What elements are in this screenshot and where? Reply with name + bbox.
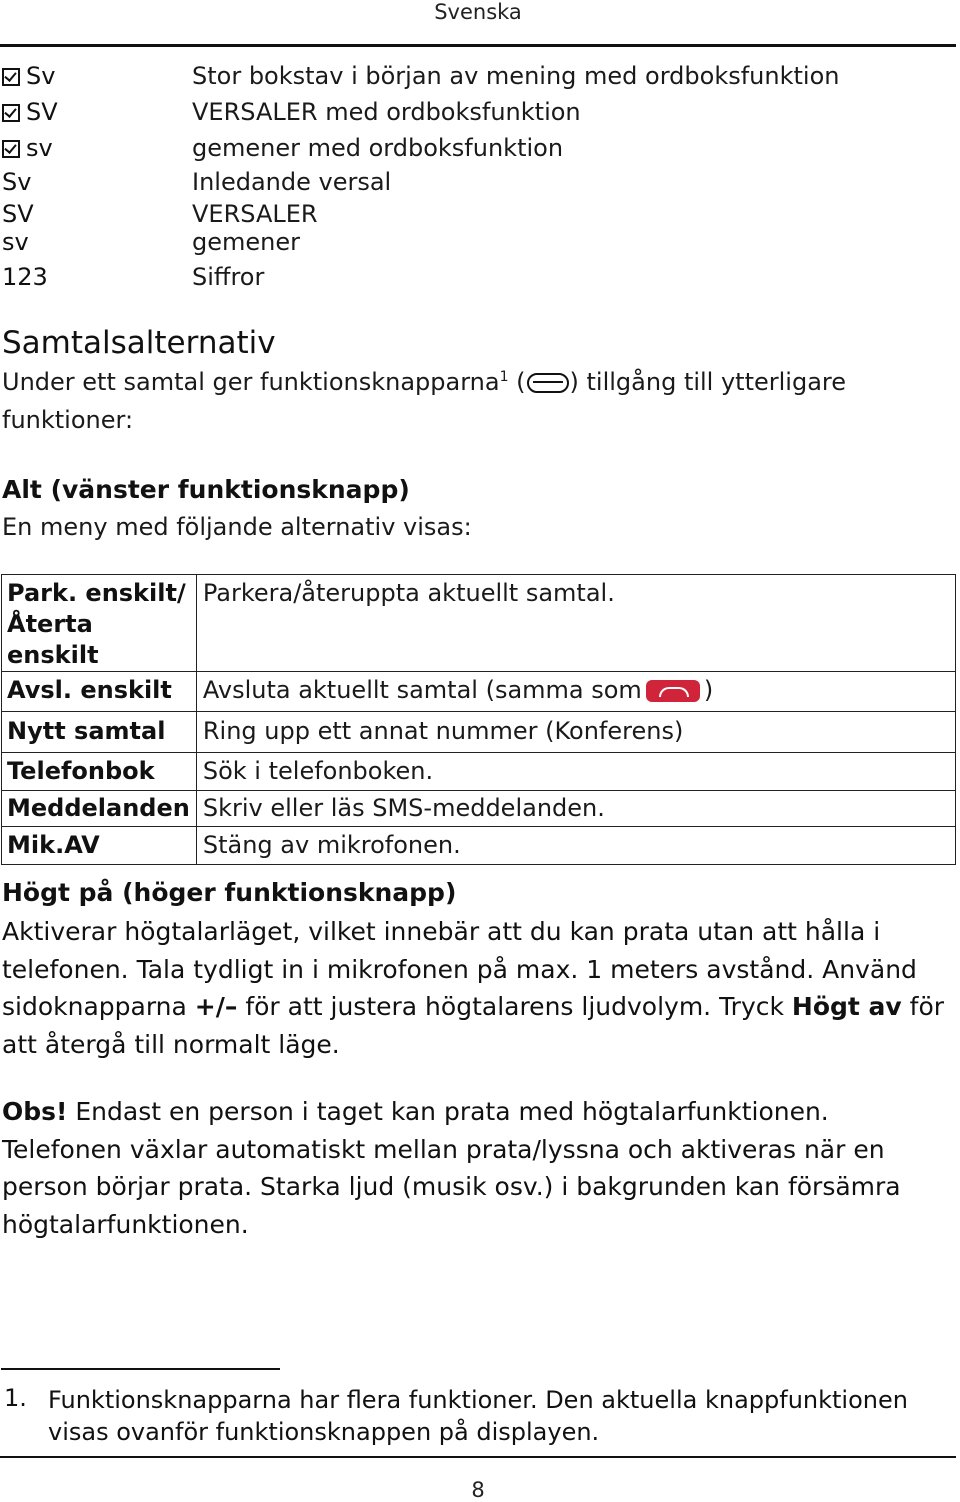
footnote-number: 1. [4, 1384, 27, 1412]
text-mode-code: 123 [2, 263, 48, 291]
text-mode-desc: Inledande versal [192, 168, 392, 196]
footnote-rule [1, 1368, 280, 1370]
text-mode-code: Sv [2, 168, 32, 196]
option-value: Skriv eller läs SMS-meddelanden. [196, 791, 955, 827]
page-header: Svenska [434, 0, 522, 24]
option-value: Ring upp ett annat nummer (Konferens) [196, 712, 955, 753]
body-text: Aktiverar högtalarläget, vilket innebär att du kan prata utan att hålla i telefonen. Tala tydligt in i mikrofonen på max. 1 meters avstånd. Använd sidoknapparna [2, 917, 917, 1021]
text-mode-desc: Siffror [192, 263, 265, 291]
page-number: 8 [471, 1478, 485, 1502]
right-softkey-body [2, 913, 954, 1063]
checkbox-icon [2, 68, 20, 86]
note-text: Endast en person i taget kan prata med högtalarfunktionen. Telefonen växlar automatiskt mellan prata/lyssna och aktiveras när en person börjar prata. Starka ljud (musik osv.) i bakgrunden kan försämra högtalarfunktionen. [2, 1097, 901, 1239]
text-mode-code: Sv [26, 62, 56, 90]
section-intro-line2: funktioner: [2, 406, 134, 434]
text-mode-code: sv [2, 228, 29, 256]
option-value: Stäng av mikrofonen. [196, 827, 955, 865]
section-intro: Under ett samtal ger funktionsknapparna$^1$ ( ) tillgång till ytterligare [2, 368, 847, 396]
footnote-ref: 1 [499, 369, 509, 385]
body-text: för att återgå till normalt läge. [2, 992, 945, 1059]
checkbox-icon [2, 104, 20, 122]
softkey-icon [527, 373, 569, 393]
left-softkey-intro: En meny med följande alternativ visas: [2, 513, 472, 541]
option-key: Park. enskilt/ Återta enskilt [2, 575, 197, 672]
option-key: Nytt samtal [2, 712, 197, 753]
option-key: Mik.AV [2, 827, 197, 865]
header-rule [0, 44, 956, 47]
section-title: Samtalsalternativ [2, 325, 276, 361]
option-key: Meddelanden [2, 791, 197, 827]
note-label: Obs! [2, 1097, 68, 1126]
option-value-after: ) [703, 676, 714, 704]
text-mode-desc: VERSALER [192, 200, 318, 228]
options-table [1, 574, 956, 865]
text-mode-desc: gemener med ordboksfunktion [192, 134, 564, 162]
table-row [2, 712, 956, 753]
table-row [2, 827, 956, 865]
option-key: Avsl. enskilt [2, 672, 197, 712]
option-value: Avsluta aktuellt samtal (samma som [202, 676, 642, 704]
footnote-text: Funktionsknapparna har flera funktioner. Den aktuella knappfunktionen visas ovanför funktionsknappen på displayen. [48, 1386, 908, 1446]
table-row [2, 672, 956, 712]
body-text: för att justera högtalarens ljudvolym. Tryck [237, 992, 792, 1021]
volume-keys: +/– [194, 992, 238, 1021]
checkbox-icon [2, 140, 20, 158]
table-row [2, 791, 956, 827]
note-paragraph [2, 1093, 954, 1243]
text-mode-desc: Stor bokstav i början av mening med ordboksfunktion [192, 62, 840, 90]
option-value: Sök i telefonboken. [196, 753, 955, 791]
option-key: Telefonbok [2, 753, 197, 791]
end-call-icon [646, 680, 700, 702]
text-mode-desc: VERSALER med ordboksfunktion [192, 98, 581, 126]
option-value-cell [196, 672, 955, 712]
footer-rule [0, 1456, 956, 1458]
section-intro-after: ) tillgång till ytterligare [569, 368, 847, 396]
table-row [2, 753, 956, 791]
loud-off-label: Högt av [791, 992, 902, 1021]
option-value: Parkera/återuppta aktuellt samtal. [196, 575, 955, 672]
section-intro-text: Under ett samtal ger funktionsknapparna [2, 368, 500, 396]
text-mode-code: SV [26, 98, 58, 126]
text-mode-code: sv [26, 134, 53, 162]
text-mode-desc: gemener [192, 228, 300, 256]
right-softkey-heading: Högt på (höger funktionsknapp) [2, 878, 457, 907]
text-mode-code: SV [2, 200, 34, 228]
table-row [2, 575, 956, 672]
left-softkey-heading: Alt (vänster funktionsknapp) [2, 475, 410, 504]
